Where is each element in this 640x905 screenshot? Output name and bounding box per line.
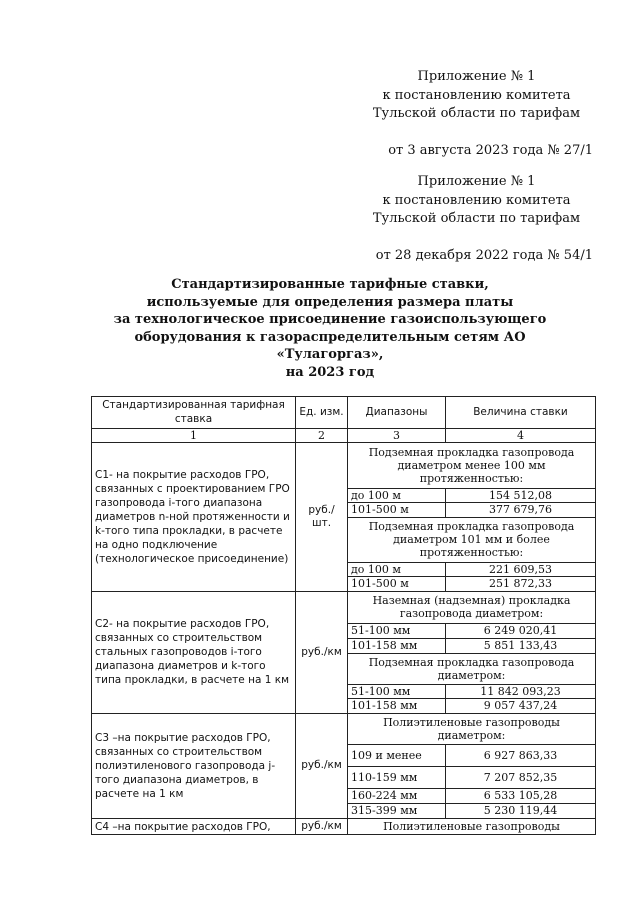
range-group: Наземная (надземная) прокладка газопровода диаметром:	[348, 591, 596, 623]
range-cell: 101-500 м	[348, 503, 446, 517]
value-cell: 6 927 863,33	[446, 745, 596, 767]
unit-c2: руб./км	[296, 591, 348, 713]
value-cell: 5 851 133,43	[446, 638, 596, 653]
appendix-line: Тульской области по тарифам	[372, 106, 581, 121]
table-row	[92, 591, 596, 623]
title-line: на 2023 год	[285, 364, 375, 380]
title-line: оборудования к газораспределительным сетям АО «Тулагоргаз»,	[134, 329, 526, 362]
table-row	[92, 714, 596, 745]
range-cell: 101-500 м	[348, 576, 446, 591]
range-group: Подземная прокладка газопровода диаметром:	[348, 653, 596, 684]
rate-c1: С1- на покрытие расходов ГРО, связанных с проектированием ГРО газопровода i-того диапазона диаметров n-ной протяженности и k-того типа прокладки, в расчете на одно подключение (технологическое присоединение)	[92, 443, 296, 592]
column-number-row	[92, 429, 596, 443]
value-cell: 377 679,76	[446, 503, 596, 517]
document-title	[90, 276, 570, 381]
range-cell: 109 и менее	[348, 745, 446, 767]
column-number: 3	[348, 429, 446, 443]
tariff-table	[91, 396, 596, 835]
range-group: Подземная прокладка газопровода диаметром 101 мм и более протяженностью:	[348, 517, 596, 562]
appendix-line: к постановлению комитета	[382, 192, 571, 208]
rate-c2: С2- на покрытие расходов ГРО, связанных со строительством стальных газопроводов i-того диапазона диаметров и k-того типа прокладки, в расчете на 1 км	[92, 591, 296, 713]
range-group: Полиэтиленовые газопроводы диаметром:	[348, 714, 596, 745]
title-line: используемые для определения размера платы	[146, 294, 514, 310]
value-cell: 5 230 119,44	[446, 804, 596, 819]
table-row	[92, 819, 596, 835]
range-cell: до 100 м	[348, 489, 446, 503]
range-cell: до 100 м	[348, 562, 446, 576]
appendix-title: Приложение № 1	[417, 174, 536, 189]
column-number: 4	[446, 429, 596, 443]
appendix-line: Тульской области по тарифам	[372, 211, 581, 226]
value-cell: 6 249 020,41	[446, 623, 596, 638]
range-cell: 101-158 мм	[348, 699, 446, 714]
title-line: за технологическое присоединение газоиспользующего	[113, 312, 547, 327]
appendix-block-1	[360, 68, 593, 160]
header-rate: Стандартизированная тарифная ставка	[92, 397, 296, 429]
appendix-line: к постановлению комитета	[382, 87, 571, 103]
header-value: Величина ставки	[446, 397, 596, 429]
value-cell: 251 872,33	[446, 576, 596, 591]
unit-c4: руб./км	[296, 819, 348, 835]
value-cell: 9 057 437,24	[446, 699, 596, 714]
range-group: Полиэтиленовые газопроводы	[348, 819, 596, 835]
value-cell: 221 609,53	[446, 562, 596, 576]
appendix-date: от 3 августа 2023 года № 27/1	[388, 142, 593, 158]
value-cell: 6 533 105,28	[446, 789, 596, 804]
table-row	[92, 443, 596, 489]
range-cell: 101-158 мм	[348, 638, 446, 653]
column-number: 1	[92, 429, 296, 443]
range-cell: 110-159 мм	[348, 767, 446, 789]
column-number: 2	[296, 429, 348, 443]
header-ranges: Диапазоны	[348, 397, 446, 429]
value-cell: 154 512,08	[446, 489, 596, 503]
value-cell: 11 842 093,23	[446, 684, 596, 698]
unit-c1: руб./шт.	[296, 443, 348, 592]
range-cell: 160-224 мм	[348, 789, 446, 804]
appendix-block-2	[360, 173, 593, 265]
rate-c3: С3 –на покрытие расходов ГРО, связанных со строительством полиэтиленового газопровода j-того диапазона диаметров, в расчете на 1 км	[92, 714, 296, 819]
value-cell: 7 207 852,35	[446, 767, 596, 789]
unit-c3: руб./км	[296, 714, 348, 819]
range-cell: 315-399 мм	[348, 804, 446, 819]
appendix-title: Приложение № 1	[417, 69, 536, 84]
range-cell: 51-100 мм	[348, 623, 446, 638]
range-group: Подземная прокладка газопровода диаметром менее 100 мм протяженностью:	[348, 443, 596, 489]
header-unit: Ед. изм.	[296, 397, 348, 429]
rate-c4: С4 –на покрытие расходов ГРО,	[92, 819, 296, 835]
range-cell: 51-100 мм	[348, 684, 446, 698]
header-row	[92, 397, 596, 429]
appendix-date: от 28 декабря 2022 года № 54/1	[375, 247, 593, 263]
title-line: Стандартизированные тарифные ставки,	[171, 277, 489, 292]
